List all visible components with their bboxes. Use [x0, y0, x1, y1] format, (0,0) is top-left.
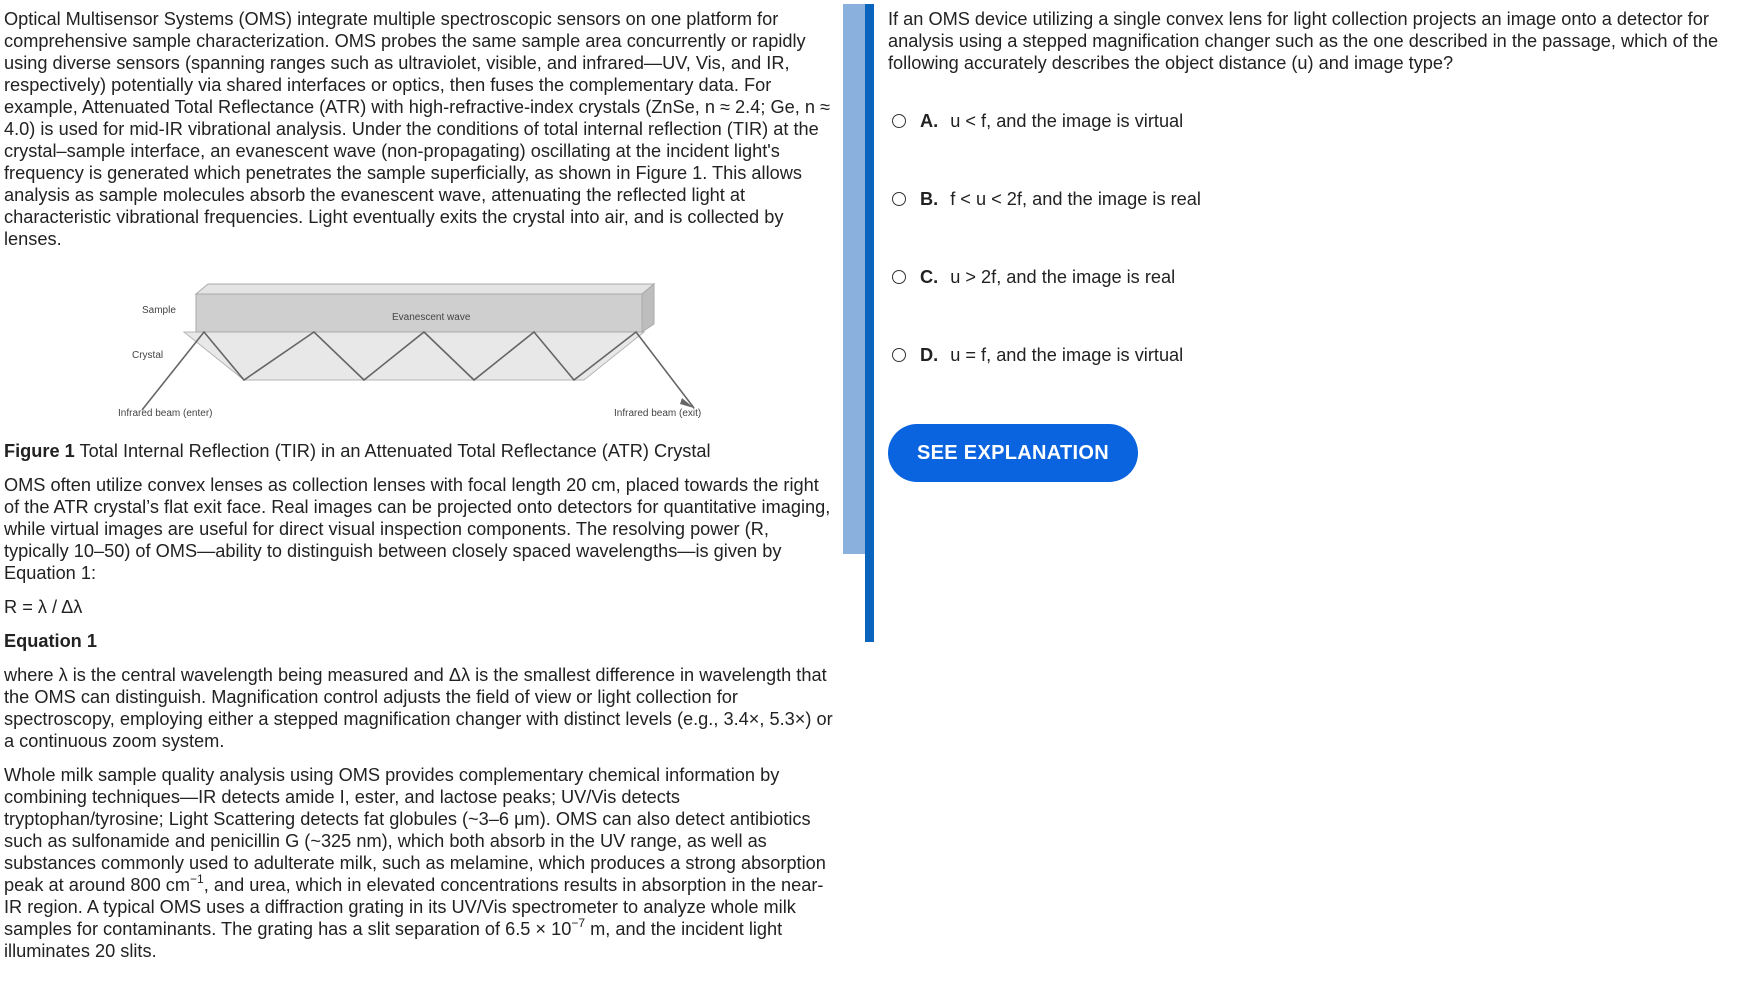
choice-a[interactable]: [892, 110, 1183, 132]
p4-part-c: m, and the incident light illuminates 20 slits.: [4, 919, 783, 961]
choice-text: u < f, and the image is virtual: [950, 111, 1184, 131]
figure-1: [4, 280, 834, 440]
see-explanation-button[interactable]: SEE EXPLANATION: [888, 424, 1138, 482]
p4-superscript-2: −7: [571, 916, 586, 930]
label-sample: Sample: [142, 305, 176, 316]
passage-paragraph-1: Optical Multisensor Systems (OMS) integrate multiple spectroscopic sensors on one platform for comprehensive sample characterization. OMS probes the same sample area concurrently or rapidly using diverse sensors (spanning ranges such as ultraviolet, visible, and infrared—UV, Vis, and IR, respectively) potentially via shared interfaces or optics, then fuses the complementary data. For example, Attenuated Total Reflectance (ATR) with high-refractive-index crystals (ZnSe, n ≈ 2.4; Ge, n ≈ 4.0) is used for mid-IR vibrational analysis. Under the conditions of total internal reflection (TIR) at the crystal–sample interface, an evanescent wave (non-propagating) oscillating at the incident light's frequency is generated which penetrates the sample superficially, as shown in Figure 1. This allows analysis as sample molecules absorb the evanescent wave, attenuating the reflected light at characteristic vibrational frequencies. Light eventually exits the crystal into air, and is collected by lenses.: [4, 9, 830, 249]
label-beam-enter: Infrared beam (enter): [118, 408, 213, 419]
p4-superscript-1: −1: [190, 872, 204, 886]
choice-d[interactable]: [892, 344, 1183, 366]
passage-paragraph-2: OMS often utilize convex lenses as collection lenses with focal length 20 cm, placed towards the right of the ATR crystal’s flat exit face. Real images can be projected onto detectors for quantitative imaging, while virtual images are useful for direct visual inspection components. The resolving power (R, typically 10–50) of OMS—ability to distinguish between closely spaced wavelengths—is given by Equation 1:: [4, 475, 831, 583]
choice-text: f < u < 2f, and the image is real: [950, 189, 1201, 209]
figure-caption-label: Figure 1: [4, 441, 75, 461]
choice-b[interactable]: [892, 188, 1201, 210]
choice-letter: C.: [920, 267, 939, 287]
label-crystal: Crystal: [132, 350, 164, 361]
radio-circle-icon[interactable]: [892, 348, 906, 362]
divider-line: [865, 4, 874, 642]
sample-top: [196, 284, 654, 294]
panel-divider[interactable]: [843, 4, 874, 642]
radio-circle-icon[interactable]: [892, 114, 906, 128]
choice-text: u > 2f, and the image is real: [950, 267, 1176, 287]
radio-circle-icon[interactable]: [892, 192, 906, 206]
choice-letter: A.: [920, 111, 939, 131]
figure-caption: [4, 440, 834, 462]
question-stem: If an OMS device utilizing a single convex lens for light collection projects an image onto a detector for analysis using a stepped magnification changer such as the one described in the passage, which of the following accurately describes the object distance (u) and image type?: [888, 9, 1719, 73]
passage-panel: [4, 8, 834, 974]
passage-paragraph-3: where λ is the central wavelength being measured and Δλ is the smallest difference in wavelength that the OMS can distinguish. Magnification control adjusts the field of view or light collection for spectroscopy, employing either a stepped magnification changer with distinct levels (e.g., 3.4×, 5.3×) or a continuous zoom system.: [4, 665, 833, 751]
p4-part-a: Whole milk sample quality analysis using OMS provides complementary chemical information by combining techniques—IR detects amide I, ester, and lactose peaks; UV/Vis detects tryptophan/tyrosine; Light Scattering detects fat globules (~3–6 μm). OMS can also detect antibiotics such as sulfonamide and penicillin G (~325 nm), which both absorb in the UV range, as well as substances commonly used to adulterate milk, such as melamine, which produces a strong absorption peak at around 800 cm: [4, 765, 826, 895]
scrollbar-thumb[interactable]: [843, 4, 865, 554]
figure-caption-text: Total Internal Reflection (TIR) in an Attenuated Total Reflectance (ATR) Crystal: [74, 441, 711, 461]
equation-title: Equation 1: [4, 631, 97, 651]
atr-crystal-diagram: [114, 280, 702, 440]
p4-part-b: , and urea, which in elevated concentrations results in absorption in the near-IR region. A typical OMS uses a diffraction grating in its UV/Vis spectrometer to analyze whole milk samples for contaminants. The grating has a slit separation of 6.5 × 10: [4, 875, 824, 939]
label-beam-exit: Infrared beam (exit): [614, 408, 702, 419]
choice-letter: B.: [920, 189, 939, 209]
equation-1: R = λ / Δλ: [4, 597, 83, 617]
question-panel: [888, 8, 1738, 464]
choice-letter: D.: [920, 345, 939, 365]
passage-paragraph-4: [4, 764, 834, 962]
choice-text: u = f, and the image is virtual: [950, 345, 1184, 365]
label-evanescent-wave: Evanescent wave: [392, 312, 471, 323]
radio-circle-icon[interactable]: [892, 270, 906, 284]
choice-c[interactable]: [892, 266, 1175, 288]
